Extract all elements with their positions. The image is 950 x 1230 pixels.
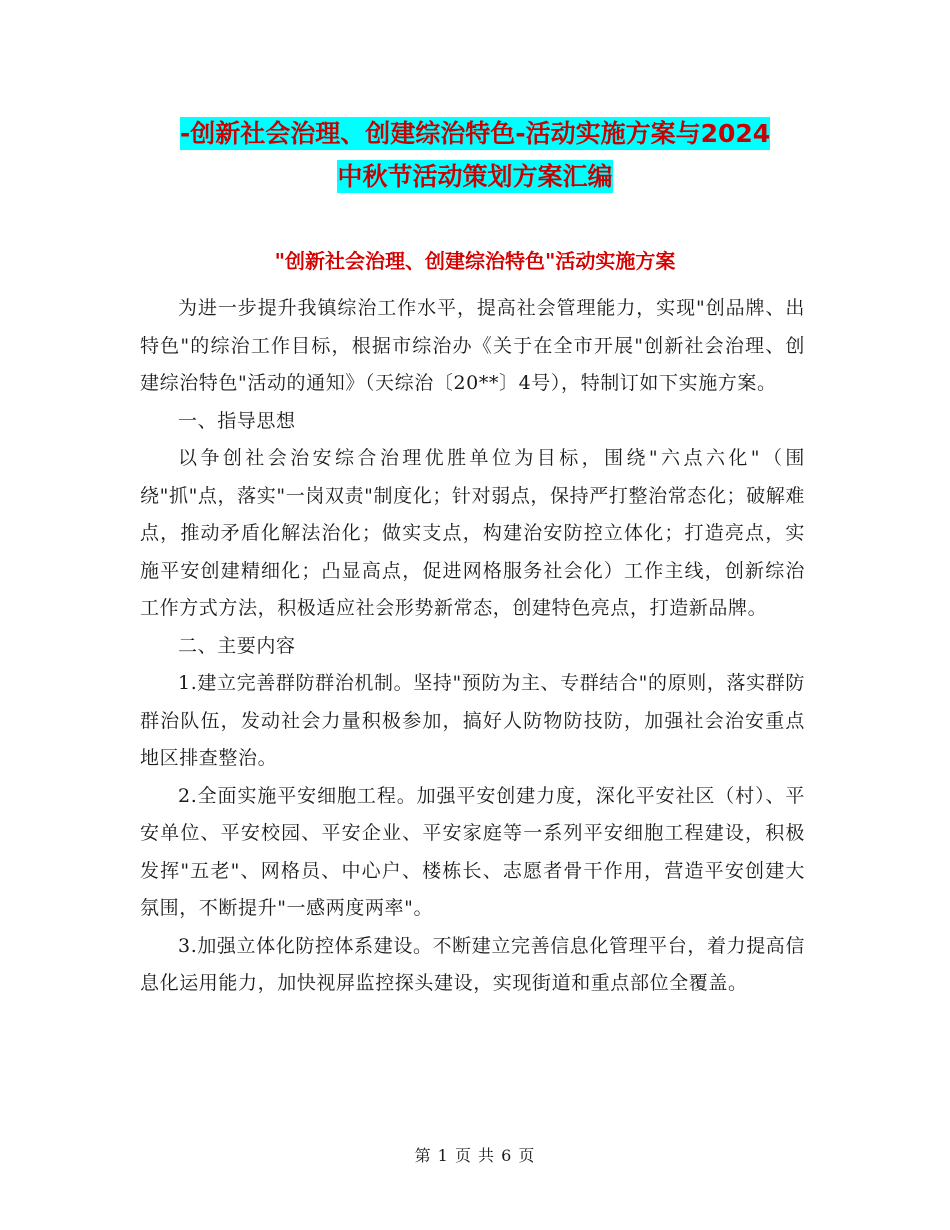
document-title-line2: 中秋节活动策划方案汇编 (337, 162, 613, 191)
paragraph-item-1: 1.建立完善群防群治机制。坚持"预防为主、专群结合"的原则，落实群防群治队伍，发动社会力量积极参加，搞好人防物防技防，加强社会治安重点地区排查整治。 (140, 672, 805, 769)
paragraph-intro: 为进一步提升我镇综治工作水平，提高社会管理能力，实现"创品牌、出特色"的综治工作目标，根据市综治办《关于在全市开展"创新社会治理、创建综治特色"活动的通知》（天综治〔20**〕4号），特制订如下实施方案。 (140, 297, 805, 394)
heading-guiding-ideology: 一、指导思想 (178, 409, 296, 432)
page-footer: 第 1 页 共 6 页 (414, 1146, 536, 1165)
document-body (140, 290, 805, 1003)
document-title-line1: -创新社会治理、创建综治特色-活动实施方案与2024 (179, 119, 771, 148)
document-title (140, 112, 810, 198)
paragraph-item-3: 3.加强立体化防控体系建设。不断建立完善信息化管理平台，着力提高信息化运用能力，加快视屏监控探头建设，实现街道和重点部位全覆盖。 (140, 934, 805, 994)
paragraph-guiding-ideology: 以争创社会治安综合治理优胜单位为目标，围绕"六点六化"（围绕"抓"点，落实"一岗双责"制度化；针对弱点，保持严打整治常态化；破解难点，推动矛盾化解法治化；做实支点，构建治安防控立体化；打造亮点，实施平安创建精细化；凸显高点，促进网格服务社会化）工作主线，创新综治工作方式方法，积极适应社会形势新常态，创建特色亮点，打造新品牌。 (140, 447, 805, 619)
section-title: "创新社会治理、创建综治特色"活动实施方案 (274, 249, 676, 273)
paragraph-item-2: 2.全面实施平安细胞工程。加强平安创建力度，深化平安社区（村）、平安单位、平安校园、平安企业、平安家庭等一系列平安细胞工程建设，积极发挥"五老"、网格员、中心户、楼栋长、志愿者骨干作用，营造平安创建大氛围，不断提升"一感两度两率"。 (140, 784, 805, 919)
heading-main-content: 二、主要内容 (178, 634, 296, 657)
